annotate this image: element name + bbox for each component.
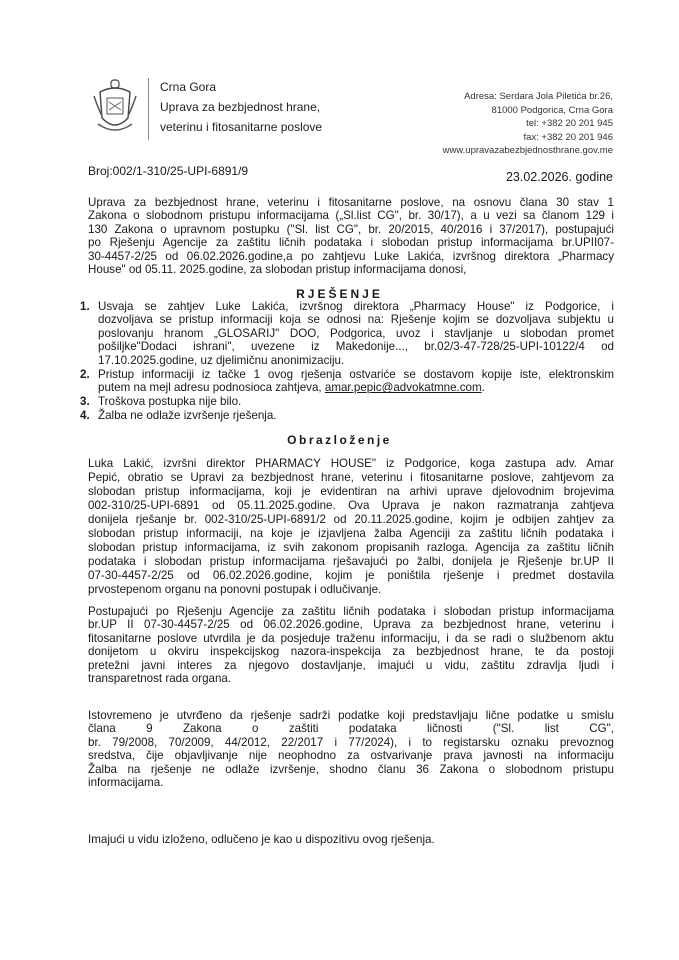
reasoning-paragraph <box>88 457 614 597</box>
item-text <box>98 409 614 422</box>
text-line: Žalba ne odlaže izvršenje rješenja. <box>98 409 277 422</box>
text-line: Žalba na rješenje ne odlaže izvršenje, shodno članu 36 Zakona o slobodnom pristupu <box>88 762 614 776</box>
decision-item <box>80 409 614 422</box>
intro-paragraph <box>88 196 614 276</box>
text-line: člana 9 Zakona o zaštiti podataka ličnosti ("Sl. list CG", <box>88 722 614 736</box>
text-line: 002-310/25-UPI-6891 od 05.11.2025.godine. Ova Uprava je nakon razmatranja zahtjeva <box>88 499 614 512</box>
reasoning-paragraph <box>88 833 614 846</box>
text-line: dozvoljava se pristup informaciji koja se odnosi na: Rješenje kojim se dozvoljava subjektu u <box>98 313 614 327</box>
text-line: 17.10.2025.godine, uz djelimičnu anonimizaciju. <box>98 353 345 367</box>
text-line: poslovanju hranom „GLOSARIJ" DOO, Podgorica, uvoz i stavljanje u slobodan promet <box>98 326 614 340</box>
email-link[interactable]: amar.pepic@advokatmne.com <box>324 381 482 395</box>
item-number: 2. <box>80 368 90 381</box>
address-fax: fax: +382 20 201 946 <box>523 131 613 143</box>
text-line: po Rješenju Agencije za zaštitu ličnih podataka i slobodan pristup informacijama br.UPII07- <box>88 236 614 250</box>
address-website[interactable]: www.upravazabezbjednosthrane.gov.me <box>442 145 613 156</box>
decision-item <box>80 368 614 395</box>
reasoning-paragraph <box>88 605 614 685</box>
item-text <box>98 368 614 395</box>
address-street: Adresa: Serdara Jola Piletića br.26, <box>464 91 613 102</box>
text-line: Istovremeno je utvrđeno da rješenje sadrži podatke koji predstavljaju lične podatke u smislu <box>88 709 614 722</box>
institution-country: Crna Gora <box>160 80 217 94</box>
institution-department: veterinu i fitosanitarne poslove <box>160 120 323 134</box>
text-line: House" od 05.11. 2025.godine, za slobodan pristup informacijama donosi, <box>88 262 467 276</box>
text-line: slobodan pristup informacijama, koji je evidentiran na arhivi uprave djelovodnim brojevima <box>88 485 614 498</box>
text-line: Usvaja se zahtjev Luke Lakića, izvršnog direktora „Pharmacy House" iz Podgorice, i <box>98 300 614 313</box>
institution-name: Uprava za bezbjednost hrane, <box>160 100 321 114</box>
text-line: slobodan pristup informacijama, iz svih zakonom propisanih razloga. Agencija za zaštitu ličnih <box>88 541 614 554</box>
text-line: informacijama. <box>88 775 164 789</box>
text-line: slobodan pristup informaciji, na koje je izjavljena žalba Agenciji za zaštitu ličnih podataka i <box>88 527 614 540</box>
text-line: Troškova postupka nije bilo. <box>98 395 242 408</box>
text-line: Pristup informaciji iz tačke 1 ovog rješenja ostvariće se dostavom kopije iste, elektronskim <box>98 368 614 381</box>
address-city: 81000 Podgorica, Crna Gora <box>491 104 613 116</box>
reasoning-heading: Obrazloženje <box>287 433 392 447</box>
text-line: Uprava za bezbjednost hrane, veterinu i fitosanitarne poslove, na osnovu člana 30 stav 1 <box>88 196 614 209</box>
address-block <box>443 90 613 158</box>
text-line: br.UP II 07-30-4457-2/25 od 06.02.2026.godine, Uprava za bezbjednost hrane, veterinu i <box>88 618 614 632</box>
decision-item <box>80 395 614 408</box>
text-line: br. 79/2008, 70/2009, 44/2012, 22/2017 i 77/2024), i to registarsku oznaku prevoznog <box>88 735 614 749</box>
text-line: pošiljke"Dodaci ishrani", uvezene iz Makedonije..., br.02/3-47-728/25-UPI-10122/4 od <box>98 340 614 354</box>
reference-number: Broj:002/1-310/25-UPI-6891/9 <box>88 164 249 178</box>
text-line: donijetom u okviru inspekcijskog nazora-inspekcija za bezbjednost hrane, te da postoji <box>88 645 614 659</box>
text-line: donijela rješanje br. 002-310/25-UPI-6891/2 od 20.11.2025.godine, kojim je odbijen zahtjev za <box>88 513 614 526</box>
text-line: fitosanitarne poslove utvrdila je da posjeduje traženu informaciju, i da se radi o službenom aktu <box>88 631 614 645</box>
text-line: 130 Zakona o upravnom postupku ("Sl. list CG", br. 20/2015, 40/2016 i 37/2017), postupajući <box>88 222 614 236</box>
text-line: Pepić, obratio se Upravi za bezbjednost hrane, veterinu i fitosanitarne poslove, zahtjevom za <box>88 471 614 484</box>
text-line: 30-4457-2/25 od 06.02.2026.godine,a po zahtjevu Luke Lakića, izvršnog direktora „Pharmacy <box>88 249 614 263</box>
text-line: podataka i slobodan pristup informacijama rješavajući po žalbi, donijela je Rješenje br.UP II <box>88 555 614 568</box>
text-line: 07-30-4457-2/25 od 06.02.2026.godine, kojim je poništila rješenje i predmet dostavila <box>88 569 614 582</box>
coat-of-arms-logo <box>92 78 138 138</box>
document-date: 23.02.2026. godine <box>505 170 613 184</box>
decision-heading: RJEŠENJE <box>296 287 383 301</box>
text-line: Imajući u vidu izloženo, odlučeno je kao u dispozitivu ovog rješenja. <box>88 833 435 846</box>
text-line: pretežni javni interes za njegovo dostavljanje, imajući u vidu, zaštitu zdravlja ljudi i <box>88 658 614 672</box>
text-line: Postupajući po Rješenju Agencije za zaštitu ličnih podataka i slobodan pristup informacijama <box>88 605 614 618</box>
item-number: 1. <box>80 300 90 313</box>
item-number: 4. <box>80 409 90 422</box>
header-divider <box>148 78 149 140</box>
text-line: transparetnost rada organa. <box>88 671 232 685</box>
item-number: 3. <box>80 395 90 408</box>
item-text <box>98 395 614 408</box>
text-line: Zakona o slobodnom pristupu informacijama („Sl.list CG", br. 30/17), a u vezi sa članom 129 i <box>88 209 614 223</box>
text-line: prvostepenom organu na ponovni postupak i odlučivanje. <box>88 583 382 596</box>
line-text: putem na mejl adresu podnosioca zahtjeva, <box>98 381 322 395</box>
text-line: Luka Lakić, izvršni direktor PHARMACY HOUSE" iz Podgorice, koga zastupa adv. Amar <box>88 457 614 470</box>
text-line: putem na mejl adresu podnosioca zahtjeva, amar.pepic@advokatmne.com. <box>98 381 485 395</box>
address-tel: tel: +382 20 201 945 <box>526 118 613 129</box>
text-line: sredstva, čije objavljivanje nije neophodno za ostvarivanje prava javnosti na informaciju <box>88 749 614 763</box>
reasoning-paragraph <box>88 709 614 789</box>
item-text <box>98 300 614 367</box>
decision-item <box>80 300 614 367</box>
